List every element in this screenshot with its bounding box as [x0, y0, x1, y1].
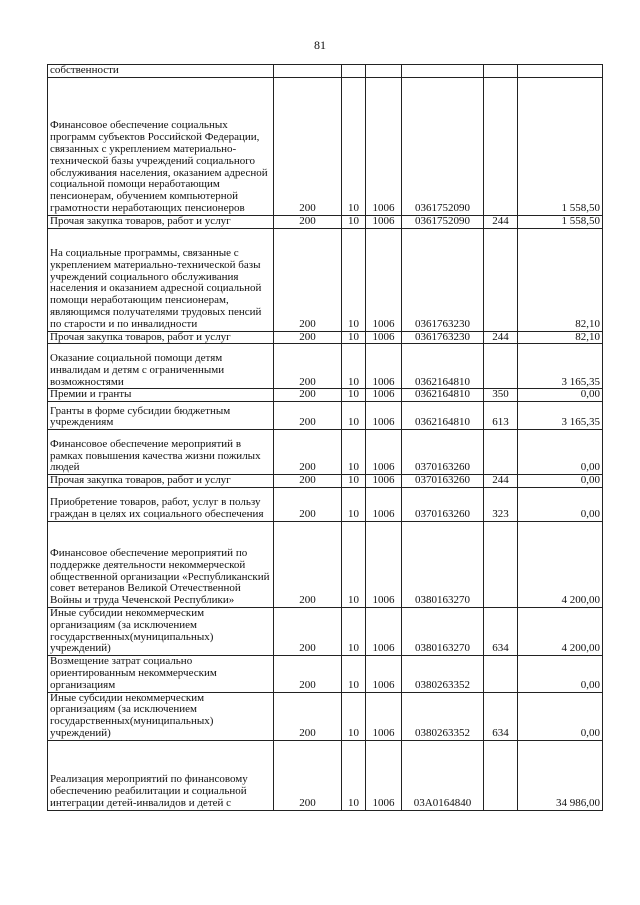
row-name-cell: На социальные программы, связанные с укреплением материально-технической базы учреждений социального обслуживания населения и оказанием адресной социальной помощи неработающим пенсионерам, являющимся получателями трудовых пенсий по старости и по инвалидности: [48, 228, 274, 331]
table-row: [48, 487, 603, 521]
row-amount-cell: 0,00: [518, 692, 603, 740]
row-subsection-cell: 1006: [366, 215, 402, 228]
row-section-cell: 10: [342, 692, 366, 740]
row-code-admin-cell: 200: [274, 389, 342, 402]
row-expense-type-cell: 634: [484, 692, 518, 740]
row-subsection-cell: 1006: [366, 77, 402, 215]
row-amount-cell: 82,10: [518, 331, 603, 344]
row-target-article-cell: 0370163260: [402, 430, 484, 475]
row-amount-cell: 82,10: [518, 228, 603, 331]
row-name-cell: Гранты в форме субсидии бюджетным учреждениям: [48, 402, 274, 430]
row-code-admin-cell: 200: [274, 215, 342, 228]
row-subsection-cell: 1006: [366, 228, 402, 331]
row-subsection-cell: 1006: [366, 430, 402, 475]
row-target-article-cell: 0380263352: [402, 656, 484, 692]
table-row: [48, 521, 603, 607]
row-expense-type-cell: [484, 344, 518, 389]
row-code-admin-cell: 200: [274, 430, 342, 475]
row-amount-cell: 3 165,35: [518, 402, 603, 430]
row-section-cell: 10: [342, 607, 366, 655]
row-code-admin-cell: 200: [274, 740, 342, 810]
row-target-article-cell: 0362164810: [402, 402, 484, 430]
row-section-cell: 10: [342, 228, 366, 331]
row-expense-type-cell: 323: [484, 487, 518, 521]
row-name-cell: Прочая закупка товаров, работ и услуг: [48, 331, 274, 344]
row-name-cell: Премии и гранты: [48, 389, 274, 402]
table-row: [48, 402, 603, 430]
row-name-cell: Прочая закупка товаров, работ и услуг: [48, 215, 274, 228]
row-section-cell: 10: [342, 487, 366, 521]
row-section-cell: 10: [342, 521, 366, 607]
page-number: 81: [314, 38, 326, 52]
row-target-article-cell: 0370163260: [402, 487, 484, 521]
table-row: [48, 475, 603, 488]
row-amount-cell: 0,00: [518, 475, 603, 488]
row-expense-type-cell: [484, 656, 518, 692]
row-name-cell: Финансовое обеспечение мероприятий по поддержке деятельности некоммерческой общественной организации «Республиканский совет ветеранов Великой Отечественной Войны и труда Чеченской Республики»: [48, 521, 274, 607]
row-name-cell: Иные субсидии некоммерческим организациям (за исключением государственных(муниципальных) учреждений): [48, 607, 274, 655]
row-target-article-cell: 03А0164840: [402, 740, 484, 810]
row-expense-type-cell: 244: [484, 215, 518, 228]
row-expense-type-cell: 350: [484, 389, 518, 402]
row-expense-type-cell: [484, 65, 518, 78]
row-amount-cell: [518, 65, 603, 78]
row-section-cell: 10: [342, 77, 366, 215]
row-name-cell: Прочая закупка товаров, работ и услуг: [48, 475, 274, 488]
row-code-admin-cell: 200: [274, 487, 342, 521]
row-target-article-cell: 0362164810: [402, 389, 484, 402]
row-subsection-cell: 1006: [366, 389, 402, 402]
row-section-cell: 10: [342, 389, 366, 402]
row-expense-type-cell: 244: [484, 331, 518, 344]
row-subsection-cell: 1006: [366, 475, 402, 488]
row-section-cell: 10: [342, 331, 366, 344]
row-expense-type-cell: 244: [484, 475, 518, 488]
row-name-cell: Приобретение товаров, работ, услуг в пользу граждан в целях их социального обеспечения: [48, 487, 274, 521]
row-amount-cell: 0,00: [518, 389, 603, 402]
row-section-cell: 10: [342, 656, 366, 692]
row-expense-type-cell: 613: [484, 402, 518, 430]
row-subsection-cell: 1006: [366, 607, 402, 655]
row-expense-type-cell: [484, 430, 518, 475]
row-name-cell: Финансовое обеспечение социальных программ субъектов Российской Федерации, связанных с укреплением материально-технической базы учреждений социального обслуживания населения, оказанием адресной социальной помощи неработающим пенсионерам, обучением компьютерной грамотности неработающих пенсионеров: [48, 77, 274, 215]
row-subsection-cell: 1006: [366, 740, 402, 810]
row-code-admin-cell: 200: [274, 228, 342, 331]
table-row: [48, 331, 603, 344]
row-target-article-cell: 0361752090: [402, 77, 484, 215]
table-row: [48, 692, 603, 740]
row-code-admin-cell: 200: [274, 475, 342, 488]
row-section-cell: 10: [342, 344, 366, 389]
row-amount-cell: 0,00: [518, 487, 603, 521]
row-name-cell: Возмещение затрат социально ориентированным некоммерческим организациям: [48, 656, 274, 692]
table-row: [48, 607, 603, 655]
table-row: [48, 77, 603, 215]
row-subsection-cell: 1006: [366, 656, 402, 692]
row-subsection-cell: 1006: [366, 344, 402, 389]
row-amount-cell: 4 200,00: [518, 521, 603, 607]
row-subsection-cell: [366, 65, 402, 78]
budget-table: [47, 64, 603, 811]
row-section-cell: [342, 65, 366, 78]
row-name-cell: Иные субсидии некоммерческим организациям (за исключением государственных(муниципальных) учреждений): [48, 692, 274, 740]
table-row: [48, 740, 603, 810]
row-target-article-cell: [402, 65, 484, 78]
row-amount-cell: 0,00: [518, 656, 603, 692]
row-code-admin-cell: 200: [274, 402, 342, 430]
row-code-admin-cell: 200: [274, 77, 342, 215]
row-code-admin-cell: 200: [274, 656, 342, 692]
row-expense-type-cell: 634: [484, 607, 518, 655]
row-subsection-cell: 1006: [366, 487, 402, 521]
row-target-article-cell: 0361752090: [402, 215, 484, 228]
row-code-admin-cell: 200: [274, 331, 342, 344]
row-target-article-cell: 0370163260: [402, 475, 484, 488]
row-target-article-cell: 0362164810: [402, 344, 484, 389]
row-subsection-cell: 1006: [366, 402, 402, 430]
row-amount-cell: 0,00: [518, 430, 603, 475]
table-row: [48, 228, 603, 331]
row-amount-cell: 3 165,35: [518, 344, 603, 389]
row-subsection-cell: 1006: [366, 692, 402, 740]
budget-table-body: [48, 65, 603, 811]
row-section-cell: 10: [342, 740, 366, 810]
row-code-admin-cell: 200: [274, 521, 342, 607]
row-name-cell: собственности: [48, 65, 274, 78]
row-name-cell: Оказание социальной помощи детям инвалидам и детям с ограниченными возможностями: [48, 344, 274, 389]
table-row: [48, 656, 603, 692]
row-target-article-cell: 0380263352: [402, 692, 484, 740]
row-amount-cell: 4 200,00: [518, 607, 603, 655]
row-target-article-cell: 0361763230: [402, 228, 484, 331]
row-target-article-cell: 0380163270: [402, 521, 484, 607]
row-code-admin-cell: 200: [274, 692, 342, 740]
row-name-cell: Финансовое обеспечение мероприятий в рамках повышения качества жизни пожилых людей: [48, 430, 274, 475]
row-expense-type-cell: [484, 77, 518, 215]
table-row: [48, 430, 603, 475]
row-target-article-cell: 0380163270: [402, 607, 484, 655]
row-amount-cell: 34 986,00: [518, 740, 603, 810]
table-row: [48, 389, 603, 402]
row-name-cell: Реализация мероприятий по финансовому обеспечению реабилитации и социальной интеграции детей-инвалидов и детей с: [48, 740, 274, 810]
row-code-admin-cell: [274, 65, 342, 78]
row-amount-cell: 1 558,50: [518, 77, 603, 215]
row-amount-cell: 1 558,50: [518, 215, 603, 228]
row-target-article-cell: 0361763230: [402, 331, 484, 344]
row-expense-type-cell: [484, 228, 518, 331]
row-expense-type-cell: [484, 740, 518, 810]
row-code-admin-cell: 200: [274, 607, 342, 655]
table-row: [48, 215, 603, 228]
row-expense-type-cell: [484, 521, 518, 607]
row-section-cell: 10: [342, 475, 366, 488]
table-row: [48, 65, 603, 78]
row-subsection-cell: 1006: [366, 331, 402, 344]
row-section-cell: 10: [342, 430, 366, 475]
row-section-cell: 10: [342, 215, 366, 228]
row-code-admin-cell: 200: [274, 344, 342, 389]
row-section-cell: 10: [342, 402, 366, 430]
table-row: [48, 344, 603, 389]
row-subsection-cell: 1006: [366, 521, 402, 607]
